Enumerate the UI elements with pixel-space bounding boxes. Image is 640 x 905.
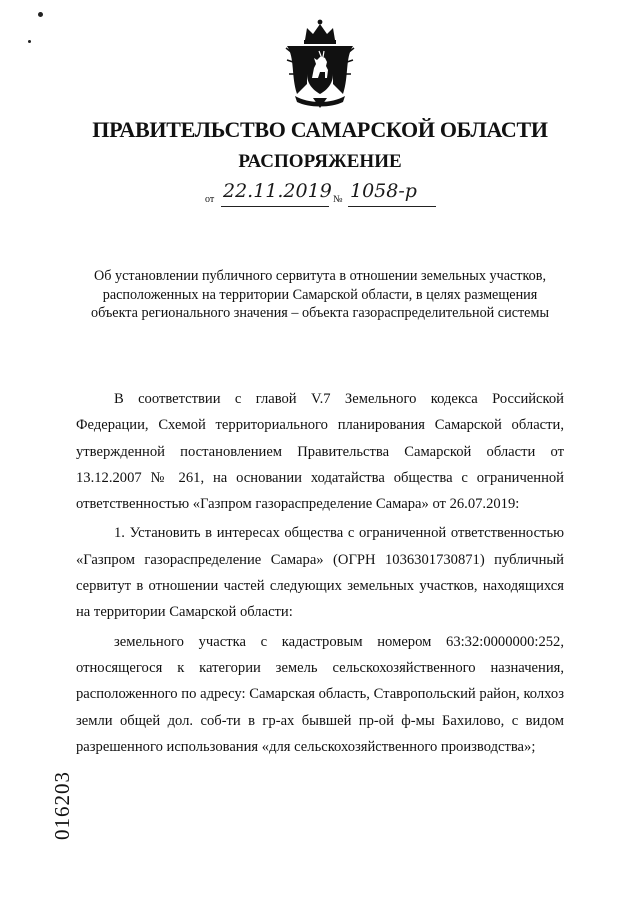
document-subject: Об установлении публичного сервитута в отношении земельных участков, расположенных на территории Самарской области, в целях размещения объекта регионального значения – объекта газораспределительной системы	[90, 268, 549, 321]
date-underline	[221, 206, 329, 207]
number-underline	[348, 206, 436, 207]
scan-speck	[38, 12, 43, 17]
handwritten-date: 22.11.2019	[223, 180, 332, 202]
document-type: РАСПОРЯЖЕНИЕ	[238, 151, 402, 172]
registration-stamp-number: 016203	[50, 771, 74, 840]
handwritten-number: 1058-р	[350, 180, 417, 202]
land-parcel-paragraph: земельного участка с кадастровым номером 63:32:0000000:252, относящегося к категории земель сельскохозяйственного назначения, расположенного по адресу: Самарская область, Ставропольский район, колхоз земли общей дол. соб-ти в гр-ах бывшей пр-ой ф-мы Бахилово, с видом разрешенного использования «для сельскохозяйственного производства»;	[76, 633, 564, 755]
date-label: от	[205, 194, 215, 205]
samara-coat-of-arms-icon	[283, 18, 357, 110]
preamble-paragraph: В соответствии с главой V.7 Земельного кодекса Российской Федерации, Схемой территориального планирования Самарской области, утвержденной постановлением Правительства Самарской области от 13.12.2007 № 261, на основании ходатайства общества с ограниченной ответственностью «Газпром газораспределение Самара» от 26.07.2019:	[76, 391, 564, 513]
clause-1-paragraph: 1. Установить в интересах общества с ограниченной ответственностью «Газпром газораспределение Самара» (ОГРН 1036301730871) публичный сервитут в отношении частей следующих земельных участков, находящихся на территории Самарской области:	[76, 525, 564, 621]
document-date-number	[205, 180, 445, 210]
scan-speck	[28, 40, 31, 43]
government-title: ПРАВИТЕЛЬСТВО САМАРСКОЙ ОБЛАСТИ	[92, 117, 548, 142]
document-body	[76, 386, 564, 760]
number-label: №	[333, 194, 343, 205]
